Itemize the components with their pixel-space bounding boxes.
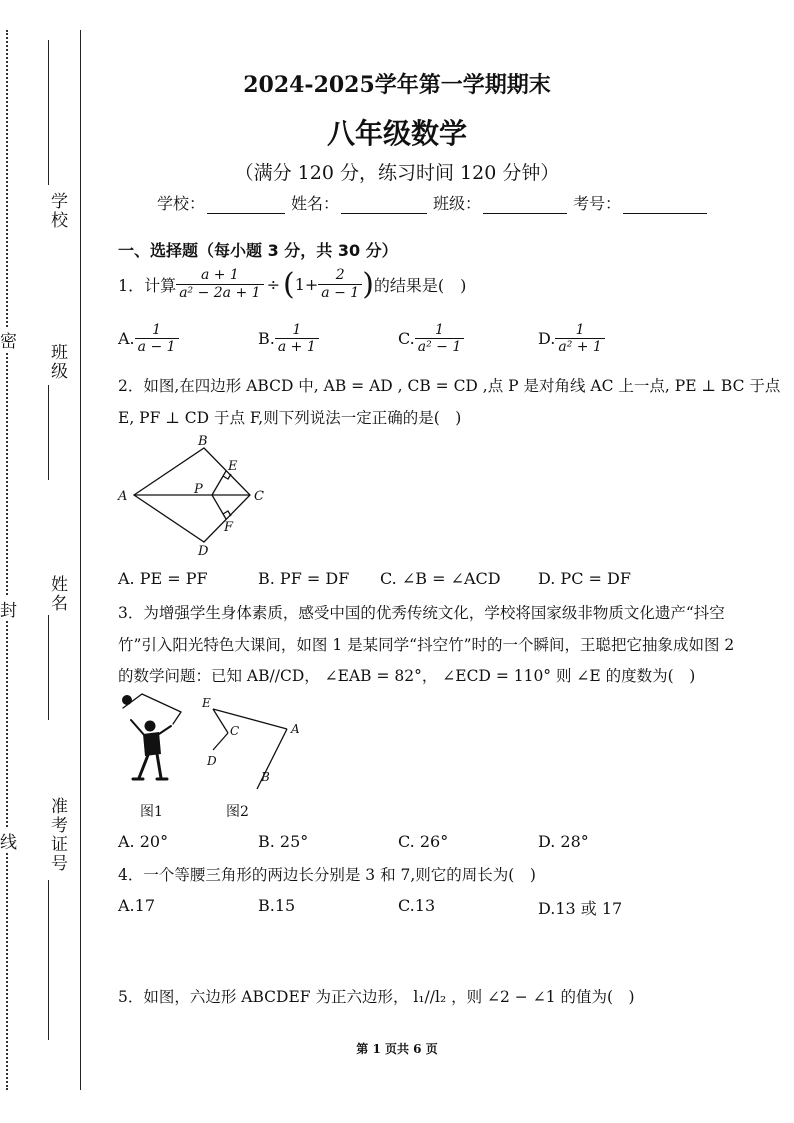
q1-option-d[interactable] — [538, 322, 605, 355]
q2-stem-line1: 2．如图,在四边形 ABCD 中, AB = AD , CB = CD ,点 P 是对角线 AC 上一点, PE ⊥ BC 于点 — [118, 377, 781, 395]
q1-paren-close: ) — [362, 266, 374, 302]
q1-prefix: 1．计算 — [118, 275, 177, 295]
q3-option-a[interactable]: A. 20° — [118, 832, 169, 851]
q3-player-head-icon — [145, 721, 156, 732]
q1-option-a-num: 1 — [152, 322, 162, 338]
q1-frac2-denominator: a − 1 — [318, 284, 362, 301]
q2-point-c: C — [254, 489, 264, 504]
q2-segment-pf — [212, 495, 226, 519]
q3-geometry-figure — [195, 693, 310, 793]
q1-option-c-den: a² − 1 — [415, 338, 465, 355]
score-time-note: （满分 120 分，练习时间 120 分钟） — [234, 162, 560, 184]
q1-one-plus: 1+ — [294, 274, 319, 294]
q2-point-b: B — [198, 434, 208, 449]
q1-fraction-2 — [318, 267, 362, 300]
q1-option-a[interactable] — [118, 322, 179, 355]
q2-option-a[interactable]: A. PE = PF — [118, 569, 208, 588]
q2-option-b[interactable]: B. PF = DF — [258, 569, 350, 588]
page-number: 第 1 页共 6 页 — [356, 1042, 438, 1056]
q4-stem: 4．一个等腰三角形的两边长分别是 3 和 7,则它的周长为( ) — [118, 866, 536, 884]
info-school-label: 学校： — [157, 194, 206, 213]
q2-point-d: D — [198, 544, 209, 558]
q2-point-p: P — [194, 482, 203, 497]
info-examno-label: 考号： — [573, 194, 622, 213]
q2-point-e: E — [228, 459, 238, 474]
seal-char-feng: 封 — [0, 596, 16, 621]
q3-option-d[interactable]: D. 28° — [538, 832, 589, 851]
q3-stem-line1: 3．为增强学生身体素质，感受中国的优秀传统文化，学校将国家级非物质文化遗产“抖空 — [118, 604, 725, 622]
q1-option-c-num: 1 — [435, 322, 444, 338]
q1-option-b[interactable] — [258, 322, 319, 355]
section-heading: 一、选择题（每小题 3 分，共 30 分） — [118, 241, 398, 260]
q1-stem — [118, 262, 466, 306]
q3-point-d: D — [207, 754, 217, 768]
q3-point-e: E — [202, 696, 211, 710]
name-field-label: 姓名 — [47, 575, 67, 613]
name-field-rule — [48, 615, 49, 720]
info-name-blank[interactable] — [341, 197, 427, 214]
exam-id-field-rule — [48, 880, 49, 1040]
info-name-label: 姓名： — [291, 194, 340, 213]
q1-option-b-den: a + 1 — [275, 338, 319, 355]
q2-option-d[interactable]: D. PC = DF — [538, 569, 631, 588]
exam-title: 2024-2025学年第一学期期末 — [243, 72, 551, 98]
q3-option-b[interactable]: B. 25° — [258, 832, 309, 851]
q4-option-d[interactable]: D.13 或 17 — [538, 899, 623, 918]
q3-point-a: A — [291, 722, 300, 736]
q1-option-d-label: D. — [538, 329, 556, 349]
info-class-blank[interactable] — [483, 197, 567, 214]
seal-char-xian: 线 — [0, 828, 16, 853]
class-field-label: 班级 — [47, 343, 67, 381]
q3-segment-cd — [213, 733, 228, 750]
q5-stem: 5．如图，六边形 ABCDEF 为正六边形， l₁//l₂ ，则 ∠2 − ∠1 的值为( ) — [118, 988, 635, 1006]
q3-stem-line2: 竹”引入阳光特色大课间，如图 1 是某同学“抖空竹”时的一个瞬间，王聪把它抽象成如图 2 — [118, 636, 735, 654]
q1-option-d-den: a² + 1 — [555, 338, 605, 355]
student-info-row — [157, 191, 713, 214]
exam-id-field-label: 准考证号 — [47, 797, 67, 873]
q3-point-b: B — [261, 770, 270, 784]
q3-player-right-arm — [159, 726, 171, 734]
q2-quadrilateral-figure — [112, 432, 272, 558]
q1-divide: ÷ — [266, 274, 280, 294]
q1-frac1-numerator: a + 1 — [200, 267, 239, 284]
binding-solid-line — [80, 30, 81, 1090]
info-class-label: 班级： — [433, 194, 482, 213]
subject-title: 八年级数学 — [326, 117, 467, 150]
q3-stem-line3: 的数学问题：已知 AB//CD， ∠EAB = 82°， ∠ECD = 110° 则 ∠E 的度数为( ) — [118, 667, 696, 685]
q2-point-f: F — [224, 520, 234, 535]
q1-option-d-num: 1 — [575, 322, 585, 338]
seal-char-mi: 密 — [0, 327, 16, 352]
q3-figure2-caption: 图2 — [226, 804, 249, 820]
q2-stem-line2: E, PF ⊥ CD 于点 F,则下列说法一定正确的是( ) — [118, 409, 462, 427]
seal-dotted-line — [6, 30, 8, 1090]
q3-diabolo-icon — [122, 695, 132, 705]
q2-segment-pe — [212, 471, 226, 495]
q1-option-a-den: a − 1 — [135, 338, 179, 355]
q2-option-c[interactable]: C. ∠B = ∠ACD — [380, 569, 501, 588]
q1-suffix: 的结果是( ) — [373, 275, 467, 295]
q1-option-a-label: A. — [118, 329, 135, 349]
q4-option-b[interactable]: B.15 — [258, 896, 296, 915]
q3-diabolo-player-figure — [115, 690, 195, 786]
q3-figure1-caption: 图1 — [140, 804, 163, 820]
q3-option-c[interactable]: C. 26° — [398, 832, 449, 851]
q3-player-left-arm — [131, 720, 145, 736]
q3-point-c: C — [230, 724, 240, 738]
q1-paren-open: ( — [282, 266, 295, 302]
q1-option-b-label: B. — [258, 329, 275, 349]
class-field-rule — [48, 385, 49, 480]
q4-option-a[interactable]: A.17 — [118, 896, 155, 915]
q3-player-left-leg — [139, 755, 148, 778]
q1-option-b-num: 1 — [292, 322, 302, 338]
info-examno-blank[interactable] — [623, 197, 707, 214]
q4-option-c[interactable]: C.13 — [398, 896, 436, 915]
info-school-blank[interactable] — [207, 197, 285, 214]
q1-fraction-1 — [176, 267, 263, 300]
q3-player-right-leg — [157, 754, 161, 778]
q1-option-c-label: C. — [398, 329, 415, 349]
q2-point-a: A — [118, 489, 128, 504]
q1-option-c[interactable] — [398, 322, 464, 355]
school-field-label: 学校 — [47, 192, 67, 230]
q1-frac1-denominator: a² − 2a + 1 — [176, 284, 263, 301]
q1-frac2-numerator: 2 — [335, 267, 345, 284]
